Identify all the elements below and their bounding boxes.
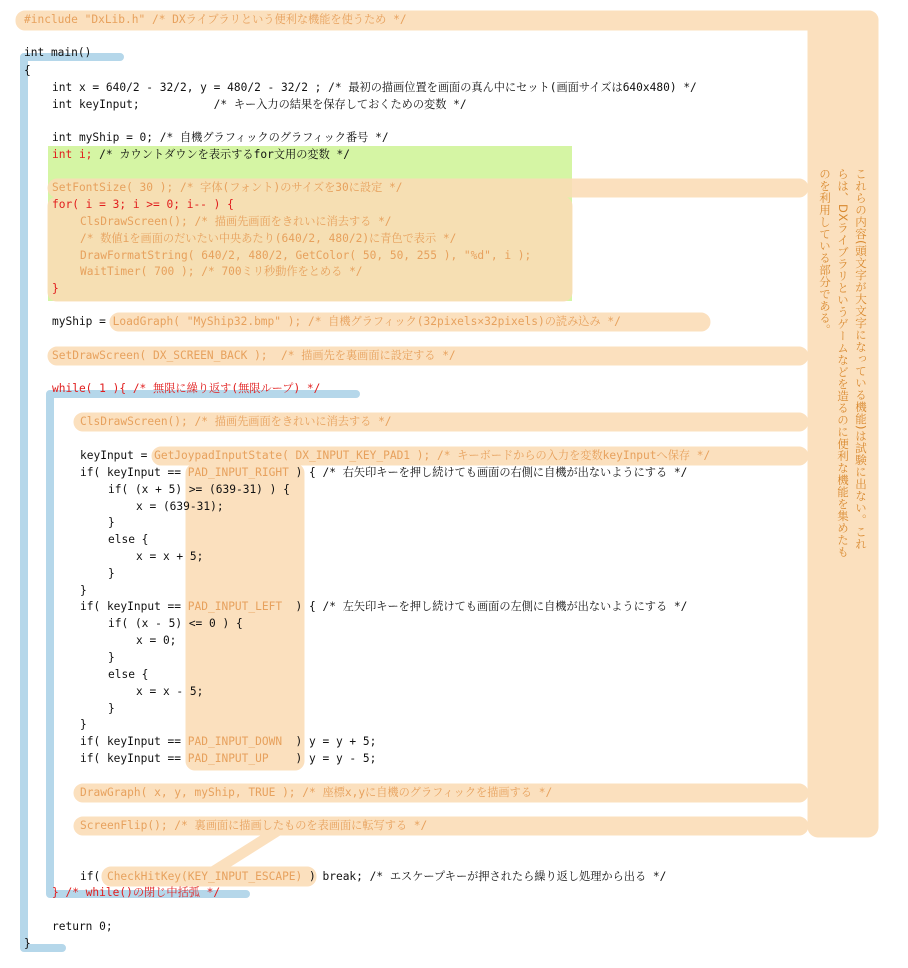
code-token: GetJoypadInputState( DX_INPUT_KEY_PAD1 ); /* キーボードからの入力を変数keyInputへ保存 */ xyxy=(154,449,711,462)
code-token: } xyxy=(24,937,31,950)
code-line xyxy=(52,79,697,96)
code-token: if( xyxy=(80,870,107,883)
side-note: これらの内容(頭文字が大文字になっている機能)は試験に出ない。これらは、DXライブラリというゲームなどを造るのに便利な機能を集めたものを利用している部分である。 xyxy=(818,168,868,558)
code-line xyxy=(52,96,467,113)
code-token: } xyxy=(108,702,115,715)
code-line xyxy=(80,582,87,599)
code-token: WaitTimer( 700 ); /* 700ミリ秒動作をとめる */ xyxy=(80,265,363,278)
code-line xyxy=(108,666,148,683)
code-line xyxy=(24,11,407,28)
code-line xyxy=(52,146,350,163)
code-token: x = (639-31); xyxy=(136,500,224,513)
code-token: else { xyxy=(108,668,149,681)
code-line xyxy=(52,129,389,146)
code-token: if( (x - 5) <= 0 ) { xyxy=(108,617,243,630)
code-token: } xyxy=(108,651,115,664)
code-line xyxy=(80,247,531,264)
code-token: if( keyInput == xyxy=(80,752,188,765)
code-token: x = x + 5; xyxy=(136,550,204,563)
code-line xyxy=(136,548,203,565)
code-token: ) { /* 左矢印キーを押し続けても画面の左側に自機が出ないようにする */ xyxy=(282,600,688,613)
code-token: ClsDrawScreen(); /* 描画先画面をきれいに消去する */ xyxy=(80,215,392,228)
code-token: SetDrawScreen( DX_SCREEN_BACK ); /* 描画先を裏画面に設定する */ xyxy=(52,349,456,362)
code-token: DrawGraph( x, y, myShip, TRUE ); /* 座標x,yに自機のグラフィックを描画する */ xyxy=(80,786,553,799)
code-token: } /* while()の閉じ中括弧 */ xyxy=(52,886,221,899)
code-token: PAD_INPUT_LEFT xyxy=(187,600,283,613)
code-token: int x = 640/2 - 32/2, y = 480/2 - 32/2 ; /* 最初の描画位置を画面の真ん中にセット(画面サイズは640x480) */ xyxy=(52,81,697,94)
code-line xyxy=(52,179,403,196)
code-token: if( keyInput == xyxy=(80,600,188,613)
code-token: } xyxy=(52,282,59,295)
code-token: ) { /* 右矢印キーを押し続けても画面の右側に自機が出ないようにする */ xyxy=(288,466,688,479)
code-token: if( keyInput == xyxy=(80,735,188,748)
code-token: return 0; xyxy=(52,920,113,933)
code-line xyxy=(136,498,224,515)
code-token: int i; xyxy=(52,148,100,161)
code-token: CheckHitKey(KEY_INPUT_ESCAPE) xyxy=(106,870,303,883)
code-line xyxy=(80,750,376,767)
code-line xyxy=(108,700,115,717)
code-token: } xyxy=(80,718,87,731)
code-line xyxy=(80,598,687,615)
code-line xyxy=(80,733,376,750)
code-token: myShip = xyxy=(52,315,113,328)
code-token: { xyxy=(24,64,31,77)
code-line xyxy=(80,447,710,464)
code-token: if( keyInput == xyxy=(80,466,188,479)
code-token: } xyxy=(108,567,115,580)
code-token: ) y = y + 5; xyxy=(282,735,377,748)
code-line xyxy=(52,280,59,297)
code-line xyxy=(52,196,234,213)
code-line xyxy=(80,213,392,230)
code-line xyxy=(24,44,91,61)
code-line xyxy=(108,649,115,666)
code-token: else { xyxy=(108,533,149,546)
code-token: } xyxy=(108,516,115,529)
code-line xyxy=(24,62,31,79)
code-token: int main() xyxy=(24,46,92,59)
code-line xyxy=(80,716,87,733)
code-line xyxy=(52,347,456,364)
code-line xyxy=(52,380,320,397)
code-token: ScreenFlip(); /* 裏画面に描画したものを表画面に転写する */ xyxy=(80,819,428,832)
code-token: int keyInput; /* キー入力の結果を保存しておくための変数 */ xyxy=(52,98,467,111)
code-token: ) y = y - 5; xyxy=(268,752,377,765)
code-token: PAD_INPUT_UP xyxy=(187,752,269,765)
code-line xyxy=(80,784,552,801)
code-token: while( 1 ){ /* 無限に繰り返す(無限ループ) */ xyxy=(52,382,321,395)
code-token: for( i = 3; i >= 0; i-- ) { xyxy=(52,198,234,211)
code-token: keyInput = xyxy=(80,449,155,462)
code-token: /* 数値iを画面のだいたい中央あたり(640/2, 480/2)に青色で表示 */ xyxy=(80,232,457,245)
code-token: int myShip = 0; /* 自機グラフィックのグラフィック番号 */ xyxy=(52,131,389,144)
code-token: if( (x + 5) >= (639-31) ) { xyxy=(108,483,290,496)
code-line xyxy=(108,481,290,498)
code-line xyxy=(108,531,148,548)
code-token: } xyxy=(80,584,87,597)
code-token: DrawFormatString( 640/2, 480/2, GetColor( 50, 50, 255 ), "%d", i ); xyxy=(80,249,532,262)
code-token: PAD_INPUT_DOWN xyxy=(187,735,283,748)
code-line xyxy=(80,263,363,280)
code-line xyxy=(52,884,220,901)
code-token: LoadGraph( "MyShip32.bmp" ); /* 自機グラフィック(32pixels×32pixels)の読み込み */ xyxy=(112,315,621,328)
code-token: ClsDrawScreen(); /* 描画先画面をきれいに消去する */ xyxy=(80,415,392,428)
code-line xyxy=(80,230,456,247)
code-token: SetFontSize( 30 ); /* 字体(フォント)のサイズを30に設定 */ xyxy=(52,181,403,194)
code-line xyxy=(108,565,115,582)
code-token: x = 0; xyxy=(136,634,177,647)
code-line xyxy=(80,413,392,430)
code-token: x = x - 5; xyxy=(136,685,204,698)
code-line xyxy=(80,464,687,481)
code-line xyxy=(24,935,31,952)
code-token: PAD_INPUT_RIGHT xyxy=(187,466,289,479)
code-line xyxy=(108,514,115,531)
code-line xyxy=(52,313,621,330)
code-line xyxy=(136,683,203,700)
code-line xyxy=(80,868,666,885)
code-token: ) break; /* エスケープキーが押されたら繰り返し処理から出る */ xyxy=(302,870,667,883)
code-token: #include "DxLib.h" /* DXライブラリという便利な機能を使うため */ xyxy=(24,13,407,26)
code-line xyxy=(52,918,113,935)
code-line xyxy=(136,632,176,649)
code-line xyxy=(80,817,427,834)
code-line xyxy=(108,615,243,632)
code-token: /* カウントダウンを表示するfor文用の変数 */ xyxy=(99,148,350,161)
